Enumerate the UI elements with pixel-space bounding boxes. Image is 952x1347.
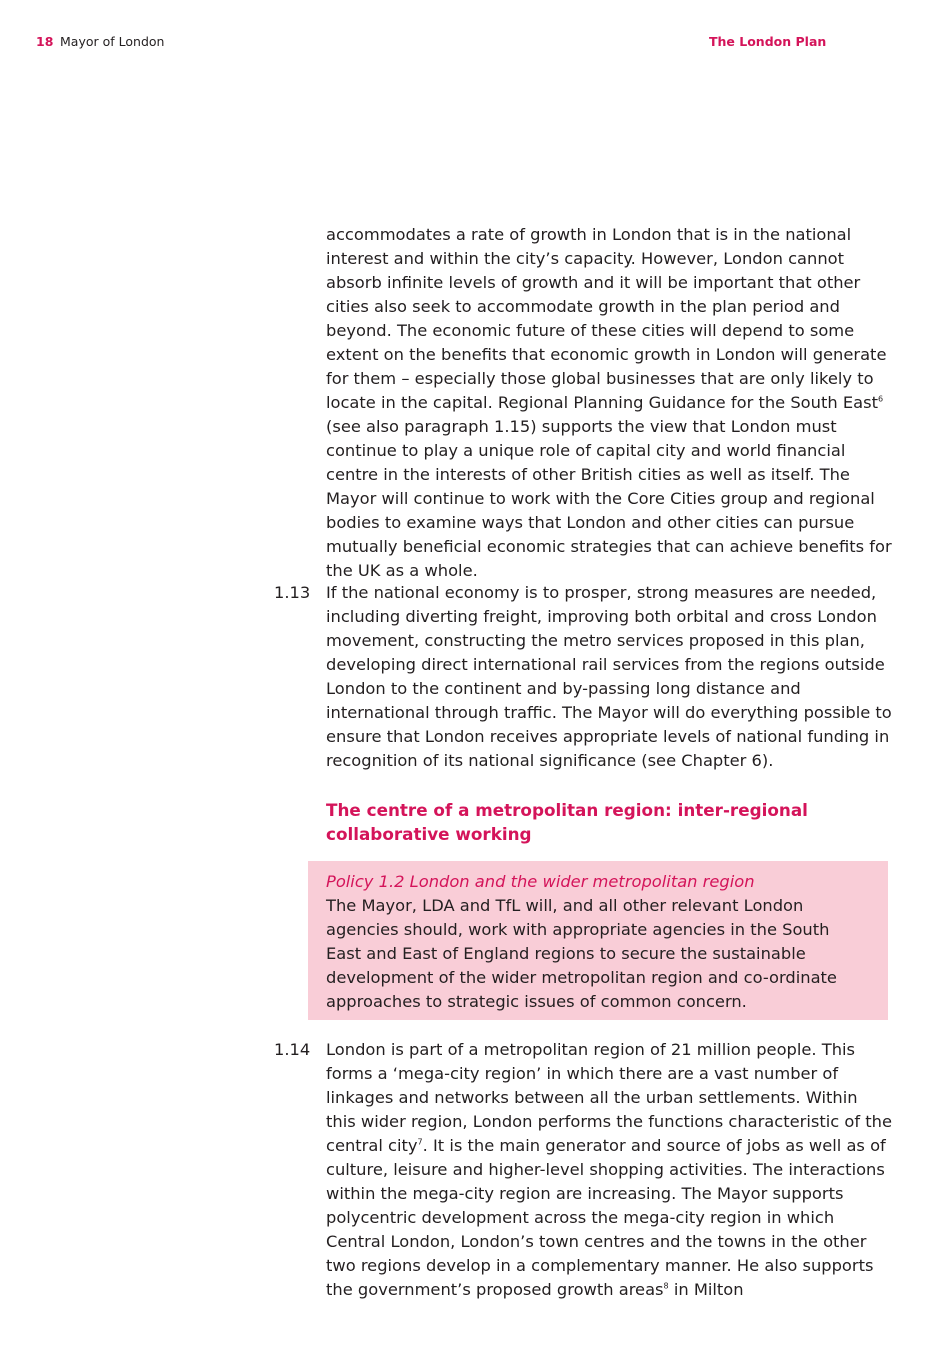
paragraph-text-part1: London is part of a metropolitan region of 21 million people. This forms a ‘mega-city region’ in which there are a vast number of linkages and networks between all the urban settlements. Within this wider region, London performs the functions characteristic of the central city (326, 1040, 892, 1155)
policy-title: Policy 1.2 London and the wider metropolitan region (326, 872, 755, 891)
page-number: 18 (36, 34, 54, 49)
footnote-ref-7[interactable]: 7 (417, 1137, 423, 1147)
paragraph-1-14 (274, 1038, 894, 1302)
paragraph-text (326, 1038, 892, 1302)
continued-paragraph-text-part2: (see also paragraph 1.15) supports the view that London must continue to play a unique role of capital city and world financial centre in the interests of other British cities as well as itself. The Mayor will continue to work with the Core Cities group and regional bodies to examine ways that London and other cities can pursue mutually beneficial economic strategies that can achieve benefits for the UK as a whole. (326, 417, 892, 580)
continued-paragraph-text-part1: accommodates a rate of growth in London that is in the national interest and within the city’s capacity. However, London cannot absorb infinite levels of growth and it will be important that other cities also seek to accommodate growth in the plan period and beyond. The economic future of these cities will depend to some extent on the benefits that economic growth in London will generate for them – especially those global businesses that are only likely to locate in the capital. Regional Planning Guidance for the South East (326, 225, 887, 412)
footnote-ref-8[interactable]: 8 (663, 1281, 669, 1291)
footnote-ref-6[interactable]: 6 (877, 394, 884, 404)
document-title: The London Plan (709, 34, 827, 49)
section-heading: The centre of a metropolitan region: inter-regional collaborative working (326, 800, 808, 844)
running-header (0, 33, 952, 51)
paragraph-text: If the national economy is to prosper, strong measures are needed, including diverting freight, improving both orbital and cross London movement, constructing the metro services proposed in this plan, developing direct international rail services from the regions outside London to the continent and by-passing long distance and international through traffic. The Mayor will do everything possible to ensure that London receives appropriate levels of national funding in recognition of its national significance (see Chapter 6). (326, 583, 892, 770)
paragraph-number: 1.13 (274, 583, 311, 602)
paragraph-1-13 (274, 581, 894, 773)
paragraph-text-part3: in Milton (668, 1280, 744, 1299)
continued-paragraph-text (326, 223, 892, 583)
continued-paragraph (326, 223, 892, 583)
policy-text: The Mayor, LDA and TfL will, and all other relevant London agencies should, work with appropriate agencies in the South East and East of England regions to secure the sustainable development of the wider metropolitan region and co-ordinate approaches to strategic issues of common concern. (326, 896, 837, 1011)
paragraph-text-part2: . It is the main generator and source of jobs as well as of culture, leisure and higher-level shopping activities. The interactions within the mega-city region are increasing. The Mayor supports polycentric development across the mega-city region in which Central London, London’s town centres and the towns in the other two regions develop in a complementary manner. He also supports the government’s proposed growth areas (326, 1136, 886, 1299)
paragraph-number: 1.14 (274, 1040, 311, 1059)
publisher-name: Mayor of London (60, 34, 165, 49)
policy-box (308, 861, 888, 1020)
